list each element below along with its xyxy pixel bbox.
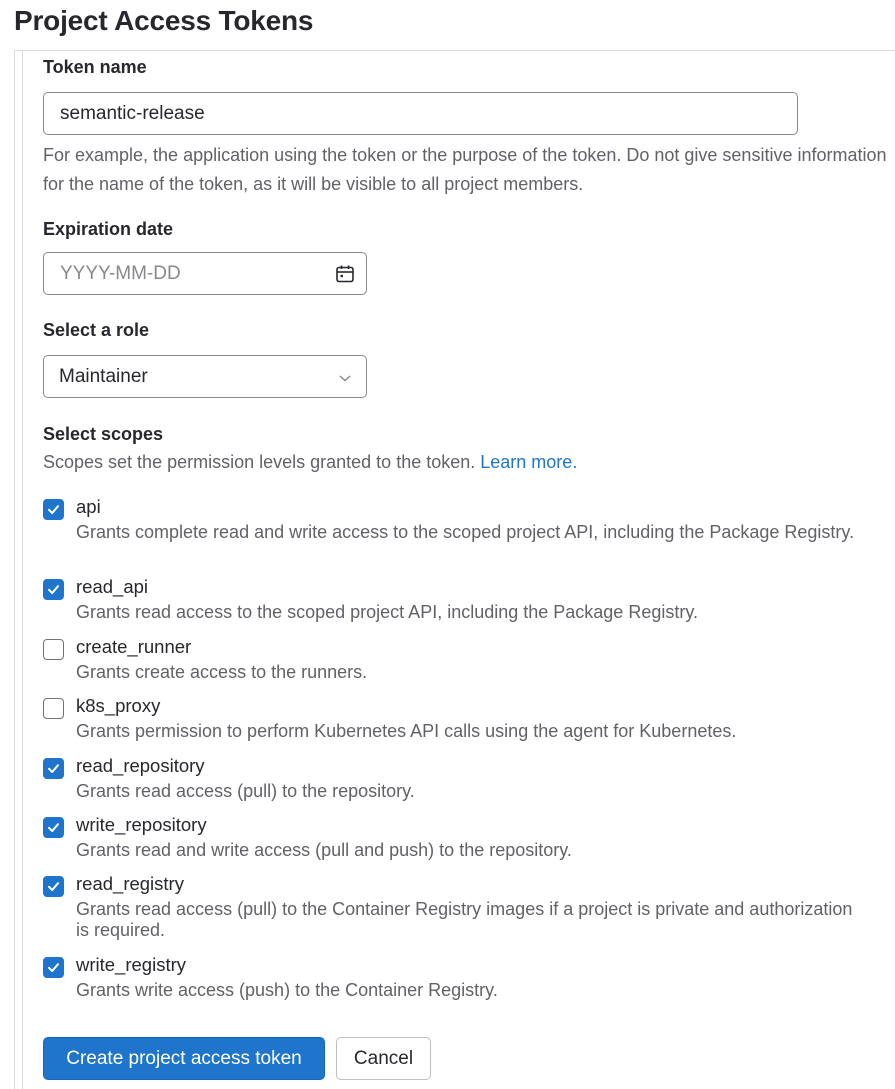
chevron-down-icon [334, 367, 356, 389]
scope-name: read_registry [76, 873, 184, 894]
scope-description: Grants read access to the scoped project API, including the Package Registry. [76, 602, 699, 622]
scopes-help [43, 448, 888, 477]
scope-checkbox[interactable] [43, 957, 64, 978]
expiration-date-input[interactable] [43, 252, 367, 295]
check-icon [46, 582, 61, 597]
check-icon [46, 502, 61, 517]
scope-description: Grants complete read and write access to the scoped project API, including the Package Registry. [76, 522, 855, 542]
scope-name: write_repository [76, 814, 207, 835]
scope-name: create_runner [76, 636, 192, 657]
scope-checkbox[interactable] [43, 817, 64, 838]
check-icon [46, 879, 61, 894]
scope-checkbox[interactable] [43, 579, 64, 600]
scope-description: Grants permission to perform Kubernetes API calls using the agent for Kubernetes. [76, 721, 737, 741]
scope-description: Grants read and write access (pull and push) to the repository. [76, 840, 572, 860]
page-title: Project Access Tokens [14, 5, 314, 36]
scope-checkbox[interactable] [43, 639, 64, 660]
token-name-input[interactable] [43, 92, 798, 135]
scope-name: write_registry [76, 954, 186, 975]
check-icon [46, 960, 61, 975]
check-icon [46, 820, 61, 835]
scope-description: Grants read access (pull) to the repository. [76, 781, 415, 801]
scopes-label: Select scopes [43, 424, 164, 444]
token-name-help: For example, the application using the token or the purpose of the token. Do not give sensitive information for the name of the token, as it will be visible to all project members. [43, 145, 887, 194]
scope-checkbox[interactable] [43, 499, 64, 520]
role-selected-value: Maintainer [59, 365, 148, 387]
scopes-help-text: Scopes set the permission levels granted to the token. [43, 452, 476, 472]
role-label: Select a role [43, 320, 150, 340]
expiration-date-label: Expiration date [43, 219, 174, 239]
scope-description: Grants create access to the runners. [76, 662, 368, 682]
create-token-button[interactable]: Create project access token [43, 1037, 325, 1080]
check-icon [46, 761, 61, 776]
scope-checkbox[interactable] [43, 758, 64, 779]
expiration-date-placeholder: YYYY-MM-DD [60, 262, 181, 284]
scope-description: Grants write access (push) to the Container Registry. [76, 980, 498, 1000]
role-select[interactable] [43, 355, 367, 398]
token-name-label: Token name [43, 57, 147, 77]
scope-description: Grants read access (pull) to the Container Registry images if a project is private and authorization is required. [76, 899, 853, 940]
scope-name: read_api [76, 576, 149, 597]
scope-name: api [76, 496, 101, 517]
scope-checkbox[interactable] [43, 876, 64, 897]
calendar-icon[interactable] [334, 263, 356, 285]
scope-name: read_repository [76, 755, 205, 776]
token-name-value: semantic-release [60, 102, 205, 124]
scope-name: k8s_proxy [76, 695, 161, 716]
cancel-button[interactable]: Cancel [336, 1037, 431, 1080]
scope-checkbox[interactable] [43, 698, 64, 719]
learn-more-link[interactable]: Learn more. [480, 452, 578, 472]
panel-divider [22, 50, 23, 1089]
